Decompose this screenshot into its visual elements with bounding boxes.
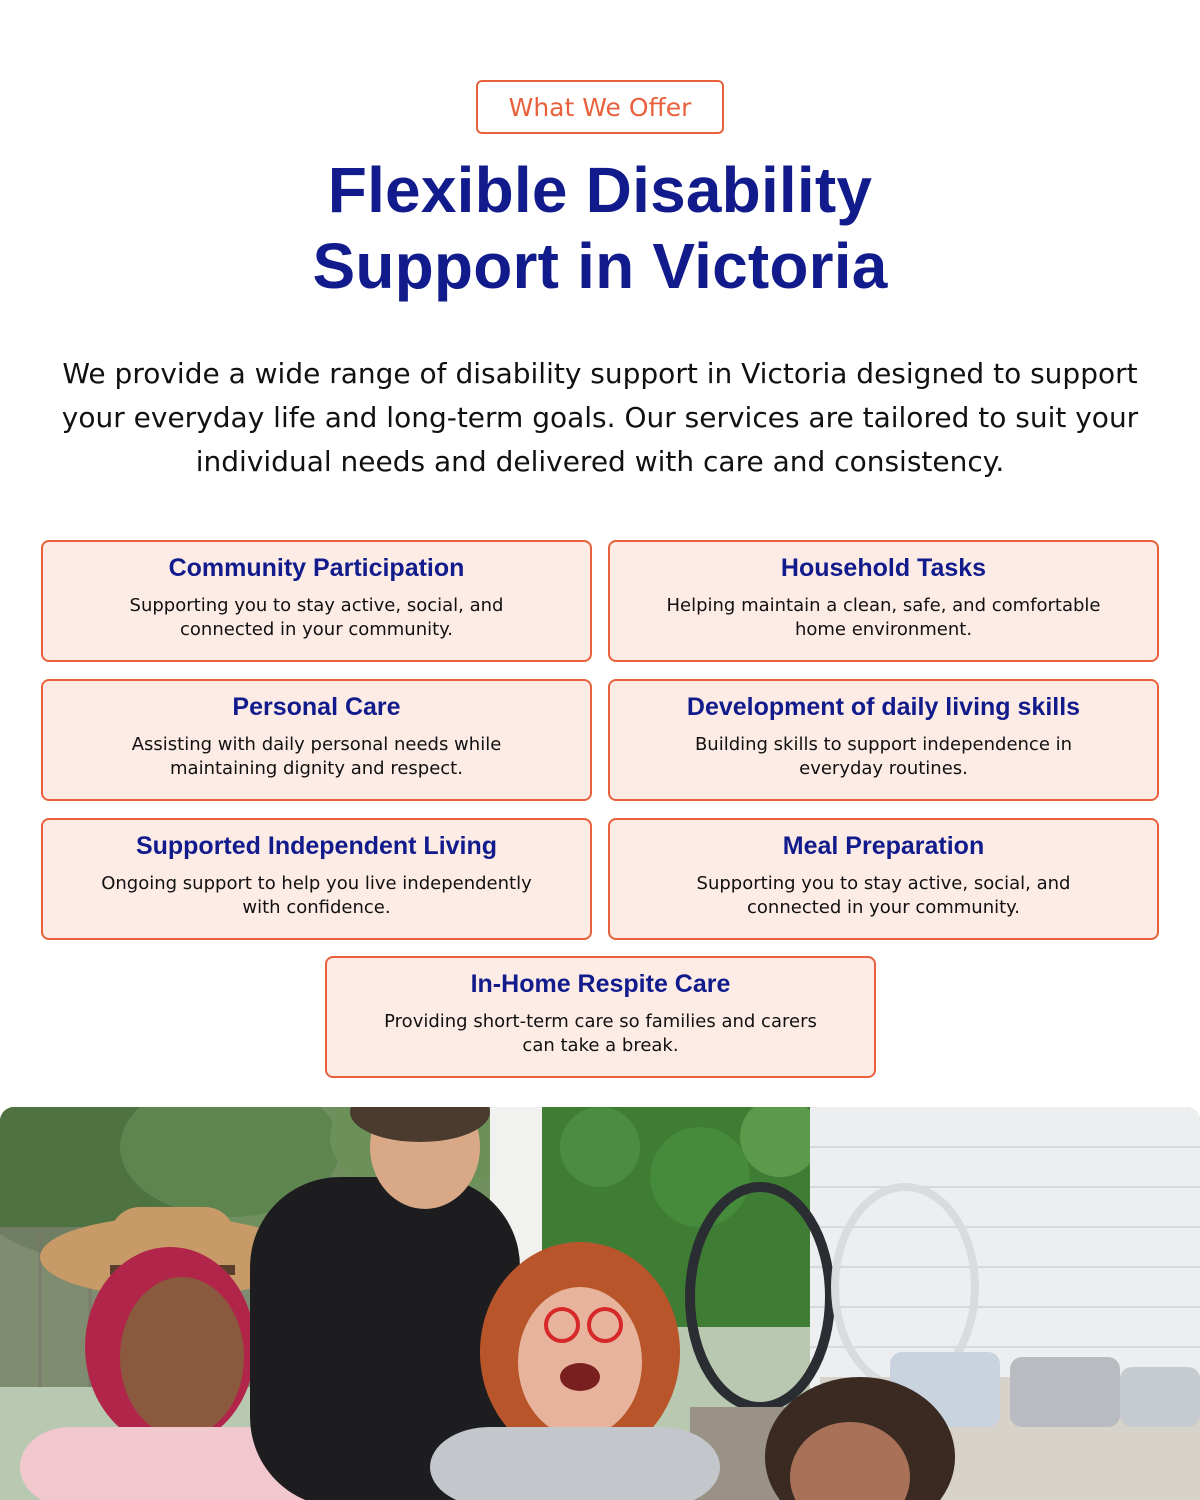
service-card-description: Supporting you to stay active, social, and connected in your community. (696, 873, 1071, 918)
service-card-description: Supporting you to stay active, social, and connected in your community. (129, 595, 504, 640)
service-card-personal-care (41, 679, 592, 801)
service-card-title: Development of daily living skills (686, 693, 1081, 721)
page-title-line-1: Flexible Disability (327, 154, 873, 226)
service-card-supported-independent-living (41, 818, 592, 940)
service-card-description: Ongoing support to help you live independently with confidence. (101, 873, 532, 918)
service-card-description: Building skills to support independence in everyday routines. (694, 734, 1073, 779)
service-card-title: Supported Independent Living (135, 832, 498, 860)
service-card-description: Helping maintain a clean, safe, and comfortable home environment. (666, 595, 1101, 640)
service-card-title: In-Home Respite Care (470, 970, 731, 998)
service-card-description: Assisting with daily personal needs while maintaining dignity and respect. (131, 734, 502, 779)
group-of-friends-laughing-photo (0, 1107, 1200, 1500)
page-title-line-2: Support in Victoria (312, 230, 888, 302)
section-eyebrow-badge: What We Offer (476, 80, 724, 134)
page-title (0, 152, 1200, 304)
service-card-community-participation (41, 540, 592, 662)
service-card-daily-living-skills (608, 679, 1159, 801)
service-card-in-home-respite-care (325, 956, 876, 1078)
service-card-meal-preparation (608, 818, 1159, 940)
service-card-description: Providing short-term care so families and carers can take a break. (384, 1011, 817, 1056)
intro-paragraph: We provide a wide range of disability support in Victoria designed to support your everyday life and long-term goals. Our services are tailored to suit your individual needs and delivered with care and consistency. (61, 357, 1139, 478)
service-card-household-tasks (608, 540, 1159, 662)
service-card-title: Community Participation (168, 554, 465, 582)
service-card-title: Personal Care (232, 693, 401, 721)
service-card-title: Household Tasks (780, 554, 987, 582)
service-card-title: Meal Preparation (782, 832, 985, 860)
